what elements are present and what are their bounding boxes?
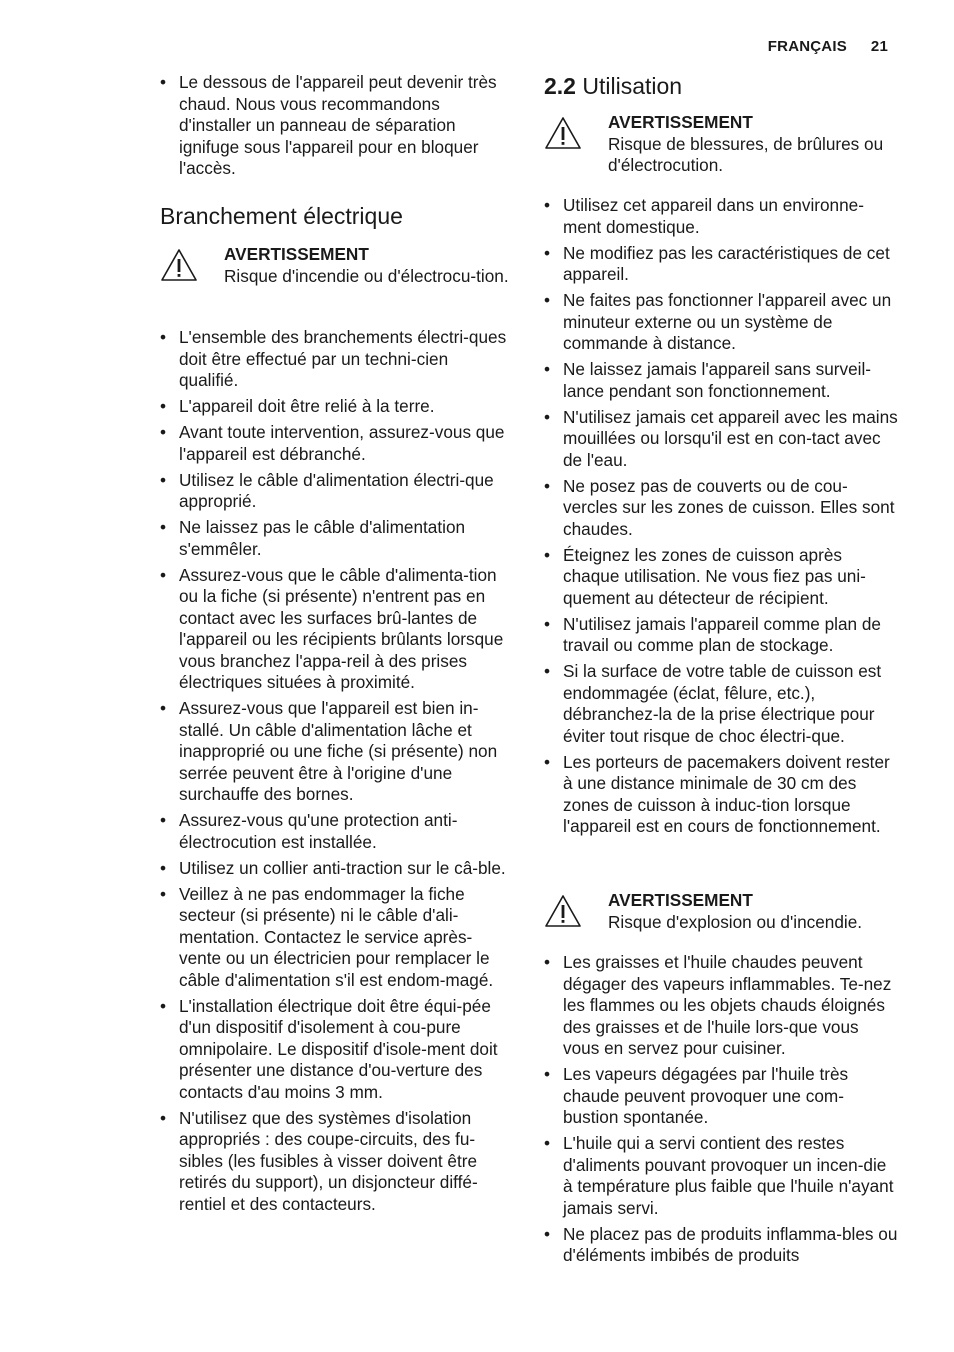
- intro-bullet-list: [160, 72, 512, 184]
- list-item: • N'utilisez jamais l'appareil comme plan de travail ou comme plan de stockage.: [544, 614, 898, 657]
- warning-title: AVERTISSEMENT: [608, 112, 753, 132]
- warning-title: AVERTISSEMENT: [224, 244, 369, 264]
- list-item: • Utilisez le câble d'alimentation électri-que approprié.: [160, 470, 512, 513]
- list-item: • Les graisses et l'huile chaudes peuvent dégager des vapeurs inflammables. Te-nez les flammes ou les objets chauds éloignés des graisses et de l'huile lors-que vous vous en servez pour cuisiner.: [544, 952, 898, 1060]
- list-item: • Avant toute intervention, assurez-vous que l'appareil est débranché.: [160, 422, 512, 465]
- warning-text: Risque d'explosion ou d'incendie.: [608, 911, 863, 932]
- list-item: • Les porteurs de pacemakers doivent rester à une distance minimale de 30 cm des zones de cuisson à induc-tion lorsque l'appareil est en cours de fonctionnement.: [544, 752, 898, 838]
- list-item: • N'utilisez que des systèmes d'isolation appropriés : des coupe-circuits, des fu-sibles (les fusibles à visser doivent être retirés du support), un disjoncteur diffé-rentiel et des contacteurs.: [160, 1108, 512, 1216]
- list-item: • Ne posez pas de couverts ou de cou-vercles sur les zones de cuisson. Elles sont chaudes.: [544, 476, 898, 541]
- list-item: • Assurez-vous que le câble d'alimenta-tion ou la fiche (si présente) n'entrent pas en contact avec les surfaces brû-lantes de l'appareil ou les récipients brûlants lorsque vous branchez l'appa-reil à des prises électriques situées à proximité.: [160, 565, 512, 694]
- list-item: • N'utilisez jamais cet appareil avec les mains mouillées ou lorsqu'il est en con-tact avec de l'eau.: [544, 407, 898, 472]
- warning-triangle-icon: [544, 116, 582, 150]
- warning-triangle-icon: [160, 248, 198, 282]
- list-item: • Ne laissez jamais l'appareil sans surveil-lance pendant son fonctionnement.: [544, 359, 898, 402]
- list-item: • Le dessous de l'appareil peut devenir très chaud. Nous vous recommandons d'installer un panneau de séparation ignifuge sous l'appareil pour en bloquer l'accès.: [160, 72, 512, 180]
- list-item: • Utilisez un collier anti-traction sur le câ-ble.: [160, 858, 512, 880]
- warning-triangle-icon: [544, 894, 582, 928]
- section-title-electrical: Branchement électrique: [160, 203, 403, 229]
- list-item: • Ne modifiez pas les caractéristiques de cet appareil.: [544, 243, 898, 286]
- language-label: FRANÇAIS: [767, 38, 847, 55]
- warning-box-electrical: [160, 244, 576, 287]
- list-item: • Assurez-vous que l'appareil est bien in-stallé. Un câble d'alimentation lâche et inapproprié ou une fiche (si présente) non serrée peuvent être à l'origine d'une surchauffe des bornes.: [160, 698, 512, 806]
- warning-title: AVERTISSEMENT: [608, 890, 753, 910]
- list-item: • Si la surface de votre table de cuisson est endommagée (éclat, fêlure, etc.), débranchez-la de la prise électrique pour éviter tout risque de choc électri-que.: [544, 661, 898, 747]
- page-header: [768, 38, 888, 55]
- list-item: • L'appareil doit être relié à la terre.: [160, 396, 512, 418]
- list-item: • Ne placez pas de produits inflamma-bles ou d'éléments imbibés de produits: [544, 1224, 898, 1267]
- section-number: 2.2: [544, 73, 576, 99]
- list-item: • Veillez à ne pas endommager la fiche secteur (si présente) ni le câble d'ali-mentation. Contactez le service après-vente ou un électricien pour remplacer le câble d'alimentation s'il est endom-magé.: [160, 884, 512, 992]
- list-item: • L'huile qui a servi contient des restes d'aliments pouvant provoquer un incen-die à température plus faible que l'huile n'ayant jamais servi.: [544, 1133, 898, 1219]
- list-item: • L'ensemble des branchements électri-ques doit être effectué par un techni-cien qualifié.: [160, 327, 512, 392]
- list-item: • Utilisez cet appareil dans un environne-ment domestique.: [544, 195, 898, 238]
- list-item: • Éteignez les zones de cuisson après chaque utilisation. Ne vous fiez pas uni-quement au détecteur de récipient.: [544, 545, 898, 610]
- list-item: • Ne faites pas fonctionner l'appareil avec un minuteur externe ou un système de commande à distance.: [544, 290, 898, 355]
- warning-box-explosion: [544, 890, 954, 933]
- list-item: • Les vapeurs dégagées par l'huile très chaude peuvent provoquer une com-bustion spontanée.: [544, 1064, 898, 1129]
- usage-bullet-list: [544, 195, 898, 842]
- page-number: 21: [870, 38, 888, 55]
- section-title-usage: Utilisation: [582, 73, 683, 99]
- warning-text: Risque d'incendie ou d'électrocu-tion.: [224, 265, 509, 286]
- electrical-bullet-list: [160, 327, 512, 1220]
- warning-box-usage: [544, 112, 954, 177]
- list-item: • L'installation électrique doit être équi-pée d'un dispositif d'isolement à cou-pure omnipolaire. Le dispositif d'isole-ment doit présenter une distance d'ou-verture des contacts d'au moins 3 mm.: [160, 996, 512, 1104]
- list-item: • Ne laissez pas le câble d'alimentation s'emmêler.: [160, 517, 512, 560]
- section-heading-usage: [544, 72, 682, 100]
- list-item: • Assurez-vous qu'une protection anti-électrocution est installée.: [160, 810, 512, 853]
- warning-text: Risque de blessures, de brûlures ou d'électrocution.: [608, 133, 884, 175]
- oil-bullet-list: [544, 952, 898, 1271]
